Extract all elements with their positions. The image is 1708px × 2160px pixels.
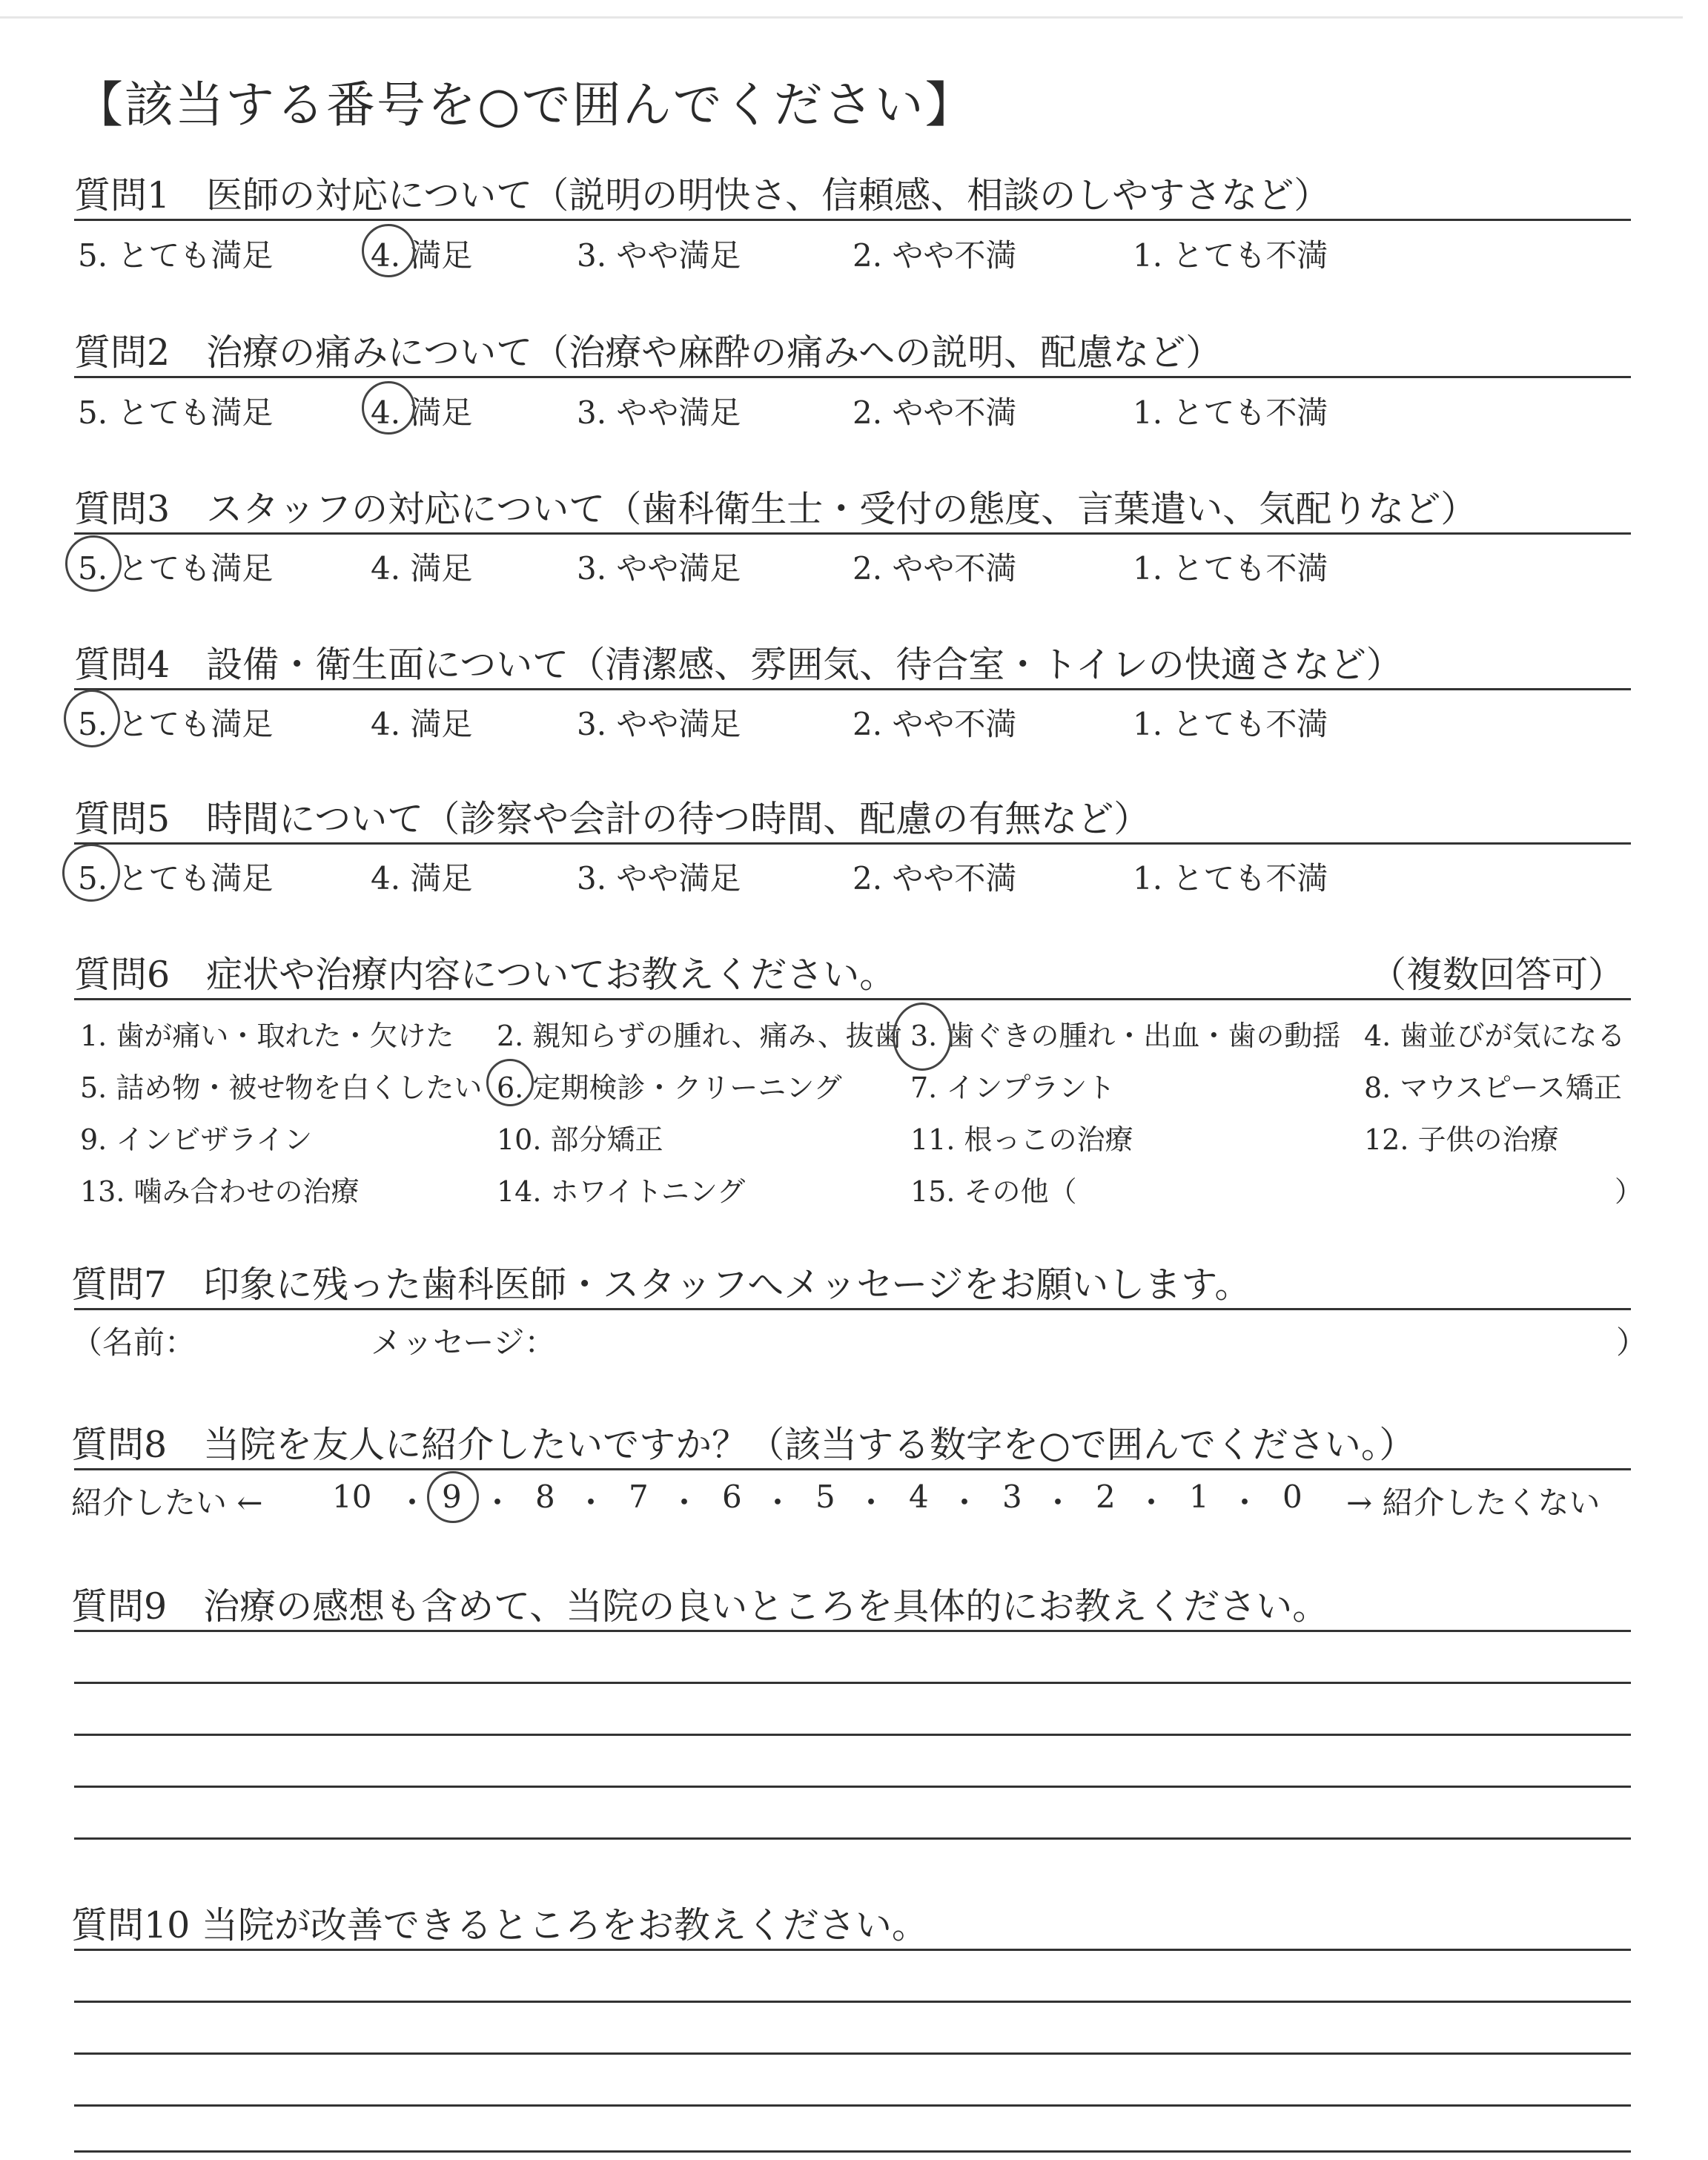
q5-option-5[interactable]: 5. とても満足 bbox=[78, 860, 274, 896]
q8-separator: ・ bbox=[1042, 1484, 1074, 1521]
question-2-rule bbox=[74, 376, 1631, 378]
q10-line bbox=[74, 2150, 1631, 2153]
q2-option-4[interactable]: 4. 満足 bbox=[371, 394, 473, 431]
q6-option-2[interactable]: 2. 親知らずの腫れ、痛み、抜歯 bbox=[497, 1020, 902, 1052]
q5-answer-circle bbox=[62, 844, 120, 902]
q6-answer-circle-3 bbox=[893, 1003, 952, 1071]
q1-option-5[interactable]: 5. とても満足 bbox=[78, 237, 274, 274]
q7-name-label: （名前： bbox=[71, 1324, 196, 1361]
question-8: 質問8 当院を友人に紹介したいですか？（該当する数字を○で囲んでください。） bbox=[71, 1424, 1416, 1466]
q6-answer-circle-6 bbox=[486, 1059, 534, 1106]
q6-option-12[interactable]: 12. 子供の治療 bbox=[1364, 1123, 1559, 1156]
q8-score-2[interactable]: 2 bbox=[1096, 1479, 1116, 1515]
q10-line bbox=[74, 2104, 1631, 2107]
q9-line bbox=[74, 1734, 1631, 1736]
question-5: 質問5 時間について（診察や会計の待つ時間、配慮の有無など） bbox=[74, 798, 1151, 840]
q9-line bbox=[74, 1786, 1631, 1788]
q6-option-13[interactable]: 13. 噛み合わせの治療 bbox=[80, 1175, 360, 1208]
q8-separator: ・ bbox=[949, 1484, 981, 1521]
q8-score-6[interactable]: 6 bbox=[722, 1479, 742, 1515]
q9-line bbox=[74, 1682, 1631, 1684]
question-2: 質問2 治療の痛みについて（治療や麻酔の痛みへの説明、配慮など） bbox=[74, 331, 1222, 374]
q5-option-2[interactable]: 2. やや不満 bbox=[853, 860, 1017, 896]
question-4-rule bbox=[74, 688, 1631, 690]
q6-option-3[interactable]: 3. 歯ぐきの腫れ・出血・歯の動揺 bbox=[910, 1020, 1341, 1052]
q8-separator: ・ bbox=[482, 1484, 514, 1521]
q8-separator: ・ bbox=[1229, 1484, 1261, 1521]
q3-option-3[interactable]: 3. やや満足 bbox=[577, 550, 741, 587]
q6-option-8[interactable]: 8. マウスピース矯正 bbox=[1364, 1071, 1622, 1104]
question-6-rule bbox=[74, 998, 1631, 1000]
q6-option-11[interactable]: 11. 根っこの治療 bbox=[910, 1123, 1133, 1156]
q8-score-7[interactable]: 7 bbox=[629, 1479, 649, 1515]
q2-answer-circle bbox=[362, 381, 415, 435]
q8-score-4[interactable]: 4 bbox=[909, 1479, 929, 1515]
q8-score-1[interactable]: 1 bbox=[1189, 1479, 1209, 1515]
q8-separator: ・ bbox=[575, 1484, 607, 1521]
q2-option-3[interactable]: 3. やや満足 bbox=[577, 394, 741, 431]
q4-answer-circle bbox=[64, 690, 120, 747]
q3-option-2[interactable]: 2. やや不満 bbox=[853, 550, 1017, 587]
q6-option-1[interactable]: 1. 歯が痛い・取れた・欠けた bbox=[80, 1020, 454, 1052]
q6-option-7[interactable]: 7. インプラント bbox=[910, 1071, 1116, 1104]
q6-option-14[interactable]: 14. ホワイトニング bbox=[497, 1175, 746, 1208]
q4-option-1[interactable]: 1. とても不満 bbox=[1133, 706, 1328, 742]
q1-option-4[interactable]: 4. 満足 bbox=[371, 237, 473, 274]
question-7-rule bbox=[74, 1308, 1631, 1310]
scan-edge-line bbox=[0, 16, 1683, 19]
q2-option-2[interactable]: 2. やや不満 bbox=[853, 394, 1017, 431]
q8-score-5[interactable]: 5 bbox=[815, 1479, 835, 1515]
q9-line bbox=[74, 1837, 1631, 1840]
q10-line bbox=[74, 1949, 1631, 1951]
q4-option-3[interactable]: 3. やや満足 bbox=[577, 706, 741, 742]
question-4: 質問4 設備・衛生面について（清潔感、雰囲気、待合室・トイレの快適さなど） bbox=[74, 644, 1403, 686]
q1-option-3[interactable]: 3. やや満足 bbox=[577, 237, 741, 274]
question-9: 質問9 治療の感想も含めて、当院の良いところを具体的にお教えください。 bbox=[71, 1585, 1329, 1628]
q4-option-2[interactable]: 2. やや不満 bbox=[853, 706, 1017, 742]
q1-option-1[interactable]: 1. とても不満 bbox=[1133, 237, 1328, 274]
page-title: 【該当する番号を○で囲んでください】 bbox=[74, 76, 976, 133]
q6-other-close-paren: ） bbox=[1615, 1175, 1644, 1208]
q8-separator: ・ bbox=[1136, 1484, 1168, 1521]
q8-separator: ・ bbox=[855, 1484, 887, 1521]
question-8-rule bbox=[74, 1468, 1631, 1470]
q5-option-3[interactable]: 3. やや満足 bbox=[577, 860, 741, 896]
q6-option-6[interactable]: 6. 定期検診・クリーニング bbox=[497, 1071, 842, 1104]
q10-line bbox=[74, 2001, 1631, 2003]
q1-option-2[interactable]: 2. やや不満 bbox=[853, 237, 1017, 274]
q6-option-4[interactable]: 4. 歯並びが気になる bbox=[1364, 1020, 1626, 1052]
question-6-note: （複数回答可） bbox=[1370, 954, 1625, 996]
question-1-rule bbox=[74, 219, 1631, 221]
q5-option-1[interactable]: 1. とても不満 bbox=[1133, 860, 1328, 896]
q4-option-4[interactable]: 4. 満足 bbox=[371, 706, 473, 742]
q3-option-4[interactable]: 4. 満足 bbox=[371, 550, 473, 587]
q5-option-4[interactable]: 4. 満足 bbox=[371, 860, 473, 896]
question-3: 質問3 スタッフの対応について（歯科衛生士・受付の態度、言葉遣い、気配りなど） bbox=[74, 488, 1477, 530]
q7-message-label: メッセージ： bbox=[371, 1324, 556, 1361]
q1-answer-circle bbox=[362, 224, 415, 277]
question-3-rule bbox=[74, 532, 1631, 535]
q3-answer-circle bbox=[65, 535, 122, 592]
q9-line bbox=[74, 1630, 1631, 1632]
q8-left-label: 紹介したい ← bbox=[71, 1484, 263, 1521]
question-10: 質問10 当院が改善できるところをお教えください。 bbox=[71, 1904, 928, 1946]
q8-separator: ・ bbox=[669, 1484, 701, 1521]
question-5-rule bbox=[74, 842, 1631, 845]
q10-line bbox=[74, 2052, 1631, 2055]
q8-score-0[interactable]: 0 bbox=[1282, 1479, 1302, 1515]
q8-answer-circle bbox=[427, 1471, 479, 1523]
question-6: 質問6 症状や治療内容についてお教えください。 bbox=[74, 954, 896, 996]
q6-option-5[interactable]: 5. 詰め物・被せ物を白くしたい bbox=[80, 1071, 483, 1104]
q4-option-5[interactable]: 5. とても満足 bbox=[78, 706, 274, 742]
q3-option-1[interactable]: 1. とても不満 bbox=[1133, 550, 1328, 587]
q8-score-9[interactable]: 9 bbox=[442, 1479, 462, 1515]
question-1: 質問1 医師の対応について（説明の明快さ、信頼感、相談のしやすさなど） bbox=[74, 174, 1331, 217]
q2-option-5[interactable]: 5. とても満足 bbox=[78, 394, 274, 431]
q2-option-1[interactable]: 1. とても不満 bbox=[1133, 394, 1328, 431]
q6-option-15[interactable]: 15. その他（ bbox=[910, 1175, 1077, 1208]
q6-option-10[interactable]: 10. 部分矯正 bbox=[497, 1123, 663, 1156]
q6-option-9[interactable]: 9. インビザライン bbox=[80, 1123, 313, 1156]
q8-score-10[interactable]: 10 bbox=[332, 1479, 372, 1515]
q8-separator: ・ bbox=[397, 1484, 428, 1521]
q7-close-paren: ） bbox=[1616, 1324, 1648, 1361]
q3-option-5[interactable]: 5. とても満足 bbox=[78, 550, 274, 587]
q8-score-8[interactable]: 8 bbox=[535, 1479, 555, 1515]
q8-separator: ・ bbox=[762, 1484, 794, 1521]
question-7: 質問7 印象に残った歯科医師・スタッフへメッセージをお願いします。 bbox=[71, 1264, 1251, 1306]
q8-score-3[interactable]: 3 bbox=[1002, 1479, 1022, 1515]
q8-right-label: → 紹介したくない bbox=[1346, 1484, 1601, 1521]
